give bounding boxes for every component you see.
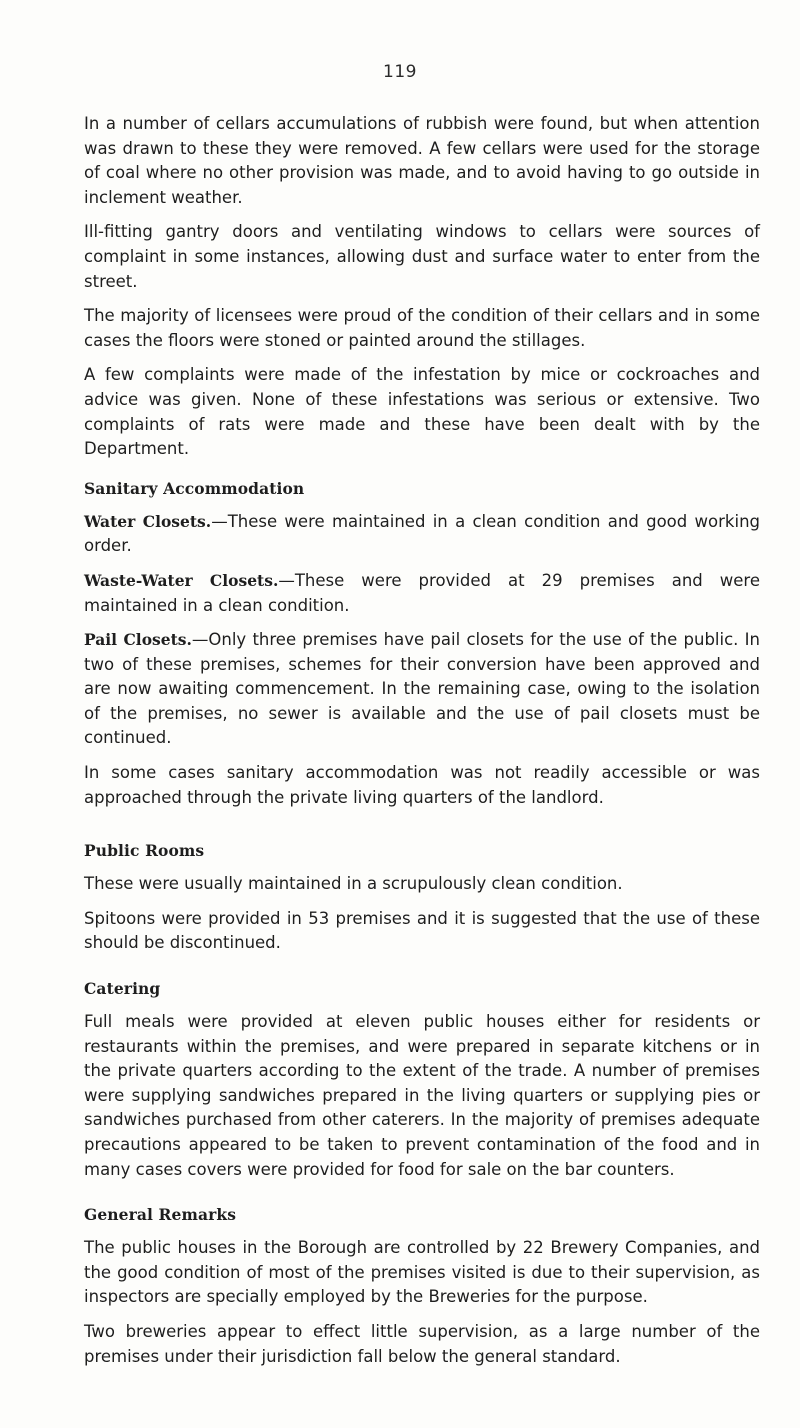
section-heading-public-rooms: Public Rooms [84,841,205,861]
section-heading-sanitary: Sanitary Accommodation [84,478,305,498]
text-water-closets: —These were maintained in a clean condition and good working order. [84,511,760,556]
page-number: 119 [383,62,417,82]
run-in-pail-closets: Pail Closets. [84,630,192,650]
paragraph-waste-water-closets [84,569,760,618]
cellars-section [84,112,760,462]
paragraph-gantry-doors: Ill-fitting gantry doors and ventilating windows to cellars were sources of complaint in some instances, allowing dust and surface water to enter from the street. [84,222,760,291]
paragraph-rubbish: In a number of cellars accumulations of rubbish were found, but when attention was drawn to these they were removed. A few cellars were used for the storage of coal where no other provision was made, and to avoid having to go outside in inclement weather. [84,114,760,207]
catering-section [84,978,760,1182]
run-in-waste-water-closets: Waste-Water Closets. [84,570,279,590]
paragraph-spitoons: Spitoons were provided in 53 premises and it is suggested that the use of these should be discontinued. [84,908,760,953]
paragraph-catering: Full meals were provided at eleven public houses either for residents or restaurants within the premises, and were prepared in separate kitchens or in the private quarters according to the extent of the trade. A number of premises were supplying sandwiches prepared in the living quarters or supplying pies or sandwiches purchased from other caterers. In the majority of premises adequate precautions appeared to be taken to prevent contamination of the food and in many cases covers were provided for food for sale on the bar counters. [84,1012,760,1179]
sanitary-section [84,478,760,811]
section-heading-general-remarks: General Remarks [84,1205,237,1225]
text-waste-water-closets: —These were provided at 29 premises and were maintained in a clean condition. [84,570,760,615]
paragraph-water-closets [84,510,760,559]
paragraph-brewery-companies: The public houses in the Borough are controlled by 22 Brewery Companies, and the good condition of most of the premises visited is due to their supervision, as inspectors are specially employed by the Breweries for the purpose. [84,1238,760,1307]
paragraph-sanitary-access: In some cases sanitary accommodation was not readily accessible or was approached through the private living quarters of the landlord. [84,763,760,807]
paragraph-licensees: The majority of licensees were proud of the condition of their cellars and in some cases the floors were stoned or painted around the stillages. [84,306,760,350]
public-rooms-section [84,840,760,956]
general-remarks-section [84,1204,760,1369]
text-pail-closets: —Only three premises have pail closets for the use of the public. In two of these premises, schemes for their conversion have been approved and are now awaiting commencement. In the remaining case, owing to the isolation of the premises, no sewer is available and the use of pail closets must be continued. [84,630,760,748]
section-heading-catering: Catering [84,979,161,999]
paragraph-pail-closets [84,628,760,751]
paragraph-public-rooms-clean: These were usually maintained in a scrupulously clean condition. [84,874,623,894]
page-body [84,112,760,1369]
run-in-water-closets: Water Closets. [84,511,212,531]
paragraph-breweries-supervision: Two breweries appear to effect little supervision, as a large number of the premises under their jurisdiction fall below the general standard. [84,1321,760,1366]
paragraph-infestation: A few complaints were made of the infestation by mice or cockroaches and advice was given. None of these infestations was serious or extensive. Two complaints of rats were made and these have been dealt with by the Department. [84,365,760,459]
